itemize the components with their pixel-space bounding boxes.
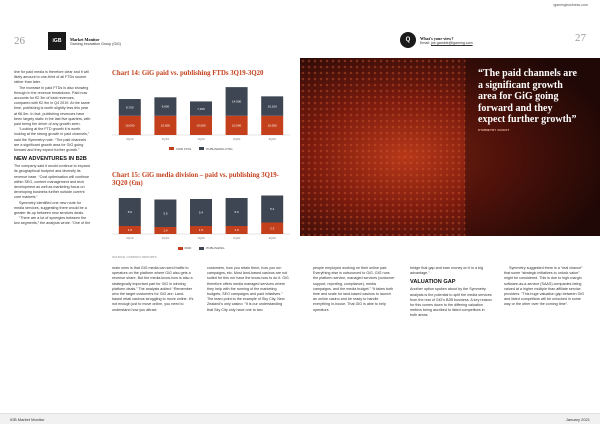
chart-14-label-publishing: 10,100 bbox=[267, 103, 277, 108]
chart-15-legend bbox=[112, 246, 290, 250]
chart-15-label-publishing: 5.4 bbox=[198, 210, 204, 215]
chart-14-label-paid: 10,000 bbox=[160, 123, 170, 128]
header-subtitle: Gaming Innovation Group (GiG) bbox=[70, 41, 121, 46]
chart-15-legend-paid bbox=[178, 246, 192, 250]
chart-14-title: Chart 14: GiG paid vs. publishing FTDs 3Q19-3Q20 bbox=[112, 70, 264, 77]
body-column-2 bbox=[112, 266, 194, 313]
chart-15-label-paid: 1.6 bbox=[127, 228, 132, 233]
chart-14-legend-paid-label: PAID FTDs bbox=[176, 146, 192, 151]
chart-14-label-publishing: 8,700 bbox=[126, 105, 134, 110]
chart-15-label-paid: 1.6 bbox=[234, 228, 239, 233]
chart-14-legend-publishing bbox=[199, 147, 232, 151]
body-column-6 bbox=[504, 266, 586, 308]
body-column-4 bbox=[313, 266, 395, 313]
feedback-email-prefix: Email bbox=[420, 40, 429, 45]
chart-14-label-paid: 10,000 bbox=[125, 123, 135, 128]
chart-14-legend-paid bbox=[169, 147, 191, 151]
chart-15 bbox=[112, 172, 290, 259]
chart-14 bbox=[112, 70, 290, 151]
feedback-email-link[interactable]: joe.gamble@igaming.com bbox=[431, 40, 473, 45]
chart-15-legend-paid-label: PAID bbox=[184, 246, 192, 251]
chart-15-legend-publishing bbox=[199, 246, 224, 250]
question-logo bbox=[400, 32, 416, 48]
chart-15-label-paid: 1.6 bbox=[198, 228, 204, 233]
chart-14-tick-label: 3Q19 bbox=[126, 136, 134, 141]
left-para-4: The company said it would continue to expand its geographical footprint and diversify its revenue base. “Cost optimisation will continue within SEO, content management and tech development as well as marketing focus on developing business further outside current core markets.” bbox=[14, 164, 90, 200]
chart-15-label-publishing: 5.5 bbox=[163, 211, 168, 216]
chart-14-tick-label: 2Q20 bbox=[232, 136, 241, 141]
body-column-4-text: people employed working on their online part. Everything else is outsourced to GiG. GiG runs the platform service, managed services (customer support, reporting, compliance), media campaigns, and the media budget.” “It takes both time and scale for land-based casinos to launch an online casino and be ready to handle everything in-house. That GiG is able to help operators bbox=[313, 266, 395, 312]
feedback-title: What's your view? bbox=[420, 35, 454, 41]
left-para-2: The increase in paid FTDs is also showing through in the revenue breakdown. Paid now accounts for €2.3m of total revenues, compared with €2.9m in Q4 2019. At the same time, publishing is worth slightly less this year at €6.5m. In fact, publishing revenues have been largely static in the last five quarters, with paid being the driver of any growth seen. bbox=[14, 85, 91, 127]
page-header-left bbox=[14, 32, 121, 50]
chart-15-tick-label: 4Q19 bbox=[161, 236, 170, 241]
page-header-right bbox=[400, 32, 473, 48]
footer-date: January 2021 bbox=[565, 416, 590, 422]
header-text bbox=[70, 37, 121, 46]
chart-15-plot bbox=[112, 190, 290, 242]
pull-quote-author: SYMMETRY INVEST bbox=[478, 127, 510, 132]
chart-14-label-paid: 10,000 bbox=[196, 123, 206, 128]
chart-15-label-paid: 2.3 bbox=[270, 226, 275, 231]
pull-quote bbox=[478, 68, 578, 132]
chart-14-label-publishing: 7,456 bbox=[197, 106, 205, 111]
page-number-left: 26 bbox=[14, 35, 25, 47]
chart-15-tick-label: 3Q19 bbox=[126, 236, 134, 241]
chart-14-legend bbox=[112, 147, 290, 151]
feedback-email-line: Email: joe.gamble@igaming.com bbox=[420, 40, 473, 45]
chart-15-label-publishing: 5.4 bbox=[270, 207, 275, 212]
chart-14-tick-label: 3Q20 bbox=[268, 136, 276, 141]
igb-logo-text: iGB bbox=[52, 38, 62, 44]
chart-15-tick-label: 1Q20 bbox=[197, 236, 205, 241]
left-para-1: line for paid media is therefore clear and it will likely amount to one-third of all FTDs sooner rather than later. bbox=[14, 70, 89, 85]
header-title: Market Monitor bbox=[70, 36, 100, 42]
section-heading-valuation: VALUATION GAP bbox=[410, 279, 456, 286]
question-logo-text: Q bbox=[405, 37, 411, 43]
chart-14-label-publishing: 9,600 bbox=[161, 104, 170, 109]
chart-15-label-paid: 1.4 bbox=[163, 228, 168, 233]
body-column-3-text: customers, how you retain them, how you run campaigns, etc. Most land-based casinos are not suited for this nor have the know-how to do it. GiG therefore offers media managed services where they help with the running of the marketing budgets, SEO campaigns and paid initiatives.” The team point to the example of Sky City, New Zealand’s only casino: “It is our understanding that Sky City only have one to two bbox=[207, 266, 289, 312]
chart-14-tick-label: 4Q19 bbox=[161, 136, 170, 141]
chart-14-plot bbox=[112, 81, 290, 143]
chart-15-label-publishing: 5.6 bbox=[127, 210, 132, 215]
chart-14-tick-label: 1Q20 bbox=[197, 136, 205, 141]
left-column bbox=[14, 70, 92, 227]
pull-quote-text: “The paid channels are a significant growth area for GiG going forward and they expect further growth” bbox=[478, 68, 577, 125]
chart-15-label-publishing: 5.6 bbox=[234, 210, 239, 215]
left-para-5: Symmetry identified one new route for media services, suggesting there would be a greater tie-up between new services deals. bbox=[14, 200, 87, 216]
body-column-3 bbox=[207, 266, 289, 313]
body-column-6-text: Symmetry suggested there is a “real chance” that some “strategic initiatives to unlock value” might be considered. This is due to high-margin software-as-a-service (SAAS) companies being valued at a higher multiple than affiliate service providers. “This huge valuation gap between GiG and listed competitors will be unlocked in some way or the other over the coming time”. bbox=[504, 266, 585, 307]
chart-14-label-paid: 10,000 bbox=[232, 123, 242, 128]
footer-publication: iGB Market Monitor bbox=[10, 416, 45, 422]
chart-14-label-paid: 10,000 bbox=[267, 123, 277, 128]
body-column-5-text-a: bridge that gap and earn money on it is a big advantage.” bbox=[410, 266, 483, 276]
body-column-5-text-b: Another option spoken about by the Symmetry analysts is the potential to split the media services from the rest of GiG’s B2B business. A key reason for this comes down to the differing valuation metrics being ascribed to listed competitors in both areas. bbox=[410, 287, 492, 318]
chart-15-legend-publishing-label: PUBLISHING bbox=[206, 246, 225, 251]
chart-15-tick-label: 2Q20 bbox=[232, 236, 241, 241]
footer bbox=[0, 413, 600, 424]
chart-15-title: Chart 15: GiG media division – paid vs. publishing 3Q19-3Q20 (€m) bbox=[112, 172, 279, 187]
chart-14-label-publishing: 14,900 bbox=[232, 99, 242, 104]
left-para-3: “Looking at the FTD growth it is worth looking at the strong growth in paid channels,” said the Symmetry note. “The paid channels are a significant growth area for GiG going forward and they expect further growth.” bbox=[14, 127, 90, 153]
site-url[interactable]: igamingbusiness.com bbox=[553, 3, 588, 7]
section-heading-b2b: NEW ADVENTURES IN B2B bbox=[14, 156, 87, 163]
chart-14-legend-publishing-label: PUBLISHING FTDs bbox=[206, 146, 233, 151]
body-column-2-text: main ones is that GiG media can send traffic to operators on the platform where GiG also gets a revenue share. But the media know-how is also a strategically important part for GiG in winning platform deals.” The analysts added: “Remember who the target customers for GiG are: Land-based retail casinos struggling to move online. It’s not enough just to move online, you need to understand how you attract bbox=[112, 266, 194, 312]
feedback-box bbox=[420, 36, 473, 45]
igb-logo bbox=[48, 32, 66, 50]
left-para-6: “There are a lot of synergies between the two segments,” the analysts wrote. “One of the bbox=[14, 216, 91, 226]
body-column-5 bbox=[410, 266, 492, 319]
page-number-right: 27 bbox=[575, 32, 586, 44]
chart-15-source: SOURCE: COMPANY REPORTS bbox=[112, 255, 157, 260]
chart-15-tick-label: 3Q20 bbox=[268, 236, 276, 241]
